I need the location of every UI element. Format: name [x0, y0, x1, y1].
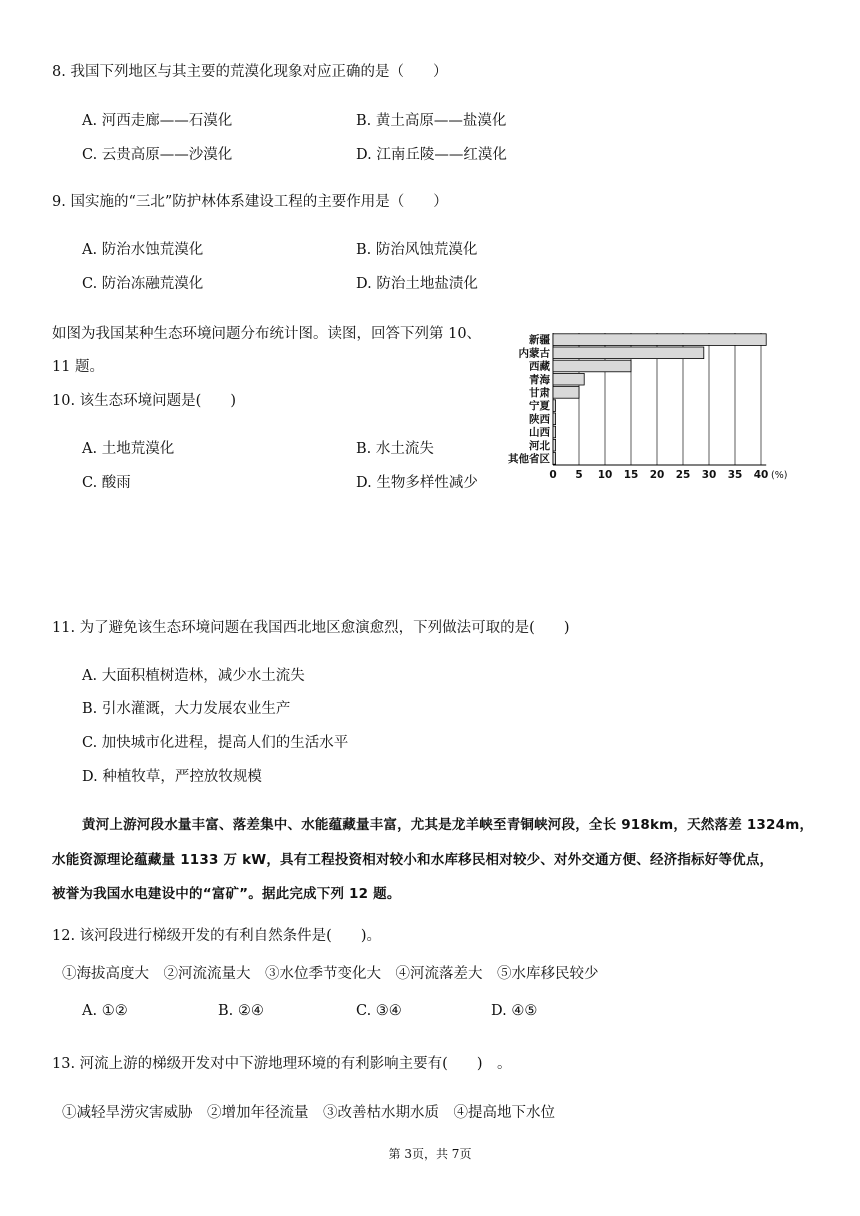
category-label: 内蒙古 — [518, 347, 550, 360]
q10-option-b: B. 水土流失 — [356, 441, 434, 457]
q8-option-c: C. 云贵高原——沙漠化 — [82, 147, 233, 163]
question-9-stem: 9. 国实施的“三北”防护林体系建设工程的主要作用是（ ） — [52, 194, 448, 210]
q8-option-d: D. 江南丘陵——红漠化 — [356, 147, 507, 163]
x-tick-label: 10 — [597, 469, 613, 481]
question-13-stem: 13. 河流上游的梯级开发对中下游地理环境的有利影响主要有( ) 。 — [52, 1056, 512, 1072]
q10-option-a: A. 土地荒漠化 — [82, 441, 175, 457]
bar-0 — [553, 334, 766, 346]
category-label: 其他省区 — [508, 453, 550, 465]
passage-line-1: 黄河上游河段水量丰富、落差集中、水能蕴藏量丰富，尤其是龙羊峡至青铜峡河段，全长 918km，天然落差 1324m， — [82, 817, 814, 833]
q8-option-a: A. 河西走廊——石漠化 — [82, 113, 233, 129]
category-label: 新疆 — [529, 334, 550, 347]
bar-2 — [553, 360, 631, 372]
x-tick-label: 5 — [575, 469, 583, 481]
chart-intro-line-2: 11 题。 — [52, 359, 105, 375]
bar-6 — [553, 413, 556, 425]
q12-option-a: A. ①② — [82, 1003, 128, 1019]
x-tick-label: 35 — [727, 469, 743, 481]
category-label: 山西 — [529, 426, 550, 439]
bar-9 — [553, 453, 556, 465]
q12-choice-list: ①海拔高度大 ②河流流量大 ③水位季节变化大 ④河流落差大 ⑤水库移民较少 — [62, 966, 599, 982]
x-tick-label: 0 — [549, 469, 557, 481]
category-label: 河北 — [529, 439, 550, 452]
q12-option-d: D. ④⑤ — [491, 1003, 538, 1019]
q11-option-c: C. 加快城市化进程，提高人们的生活水平 — [82, 735, 349, 751]
x-tick-label: 15 — [623, 469, 639, 481]
bar-7 — [553, 426, 556, 438]
x-tick-label: 30 — [701, 469, 717, 481]
question-8-stem: 8. 我国下列地区与其主要的荒漠化现象对应正确的是（ ） — [52, 64, 448, 80]
x-unit-label: (%) — [771, 470, 788, 481]
bar-4 — [553, 387, 579, 399]
category-label: 西藏 — [529, 360, 550, 373]
question-10-stem: 10. 该生态环境问题是( ) — [52, 393, 236, 409]
bar-3 — [553, 373, 584, 385]
passage-line-3: 被誉为我国水电建设中的“富矿”。据此完成下列 12 题。 — [52, 886, 401, 902]
q10-option-d: D. 生物多样性减少 — [356, 475, 478, 491]
q12-option-b: B. ②④ — [218, 1003, 264, 1019]
q12-option-c: C. ③④ — [356, 1003, 402, 1019]
distribution-bar-chart — [500, 328, 810, 493]
page-number: 第 3页，共 7页 — [388, 1147, 472, 1161]
q9-option-a: A. 防治水蚀荒漠化 — [82, 242, 204, 258]
category-label: 青海 — [529, 373, 550, 386]
question-12-stem: 12. 该河段进行梯级开发的有利自然条件是( )。 — [52, 928, 381, 944]
bar-5 — [553, 400, 556, 412]
q8-option-b: B. 黄土高原——盐漠化 — [356, 113, 507, 129]
bar-8 — [553, 439, 556, 451]
category-label: 陕西 — [529, 413, 550, 426]
q9-option-b: B. 防治风蚀荒漠化 — [356, 242, 478, 258]
passage-line-2: 水能资源理论蕴藏量 1133 万 kW，具有工程投资相对较小和水库移民相对较少、对外交通方便、经济指标好等优点， — [52, 852, 774, 868]
category-label: 甘肃 — [529, 387, 550, 399]
q11-option-b: B. 引水灌溉，大力发展农业生产 — [82, 701, 291, 717]
bar-1 — [553, 347, 704, 359]
chart-intro-line-1: 如图为我国某种生态环境问题分布统计图。读图，回答下列第 10、 — [52, 326, 482, 342]
q13-choice-list: ①减轻旱涝灾害威胁 ②增加年径流量 ③改善枯水期水质 ④提高地下水位 — [62, 1105, 555, 1121]
x-tick-label: 25 — [675, 469, 691, 481]
q9-option-c: C. 防治冻融荒漠化 — [82, 276, 204, 292]
q10-option-c: C. 酸雨 — [82, 475, 131, 491]
category-label: 宁夏 — [529, 400, 550, 413]
x-tick-label: 40 — [753, 469, 769, 481]
q9-option-d: D. 防治土地盐渍化 — [356, 276, 478, 292]
question-11-stem: 11. 为了避免该生态环境问题在我国西北地区愈演愈烈，下列做法可取的是( ) — [52, 620, 570, 636]
q11-option-a: A. 大面积植树造林，减少水土流失 — [82, 668, 305, 684]
q11-option-d: D. 种植牧草，严控放牧规模 — [82, 769, 262, 785]
x-tick-label: 20 — [649, 469, 665, 481]
